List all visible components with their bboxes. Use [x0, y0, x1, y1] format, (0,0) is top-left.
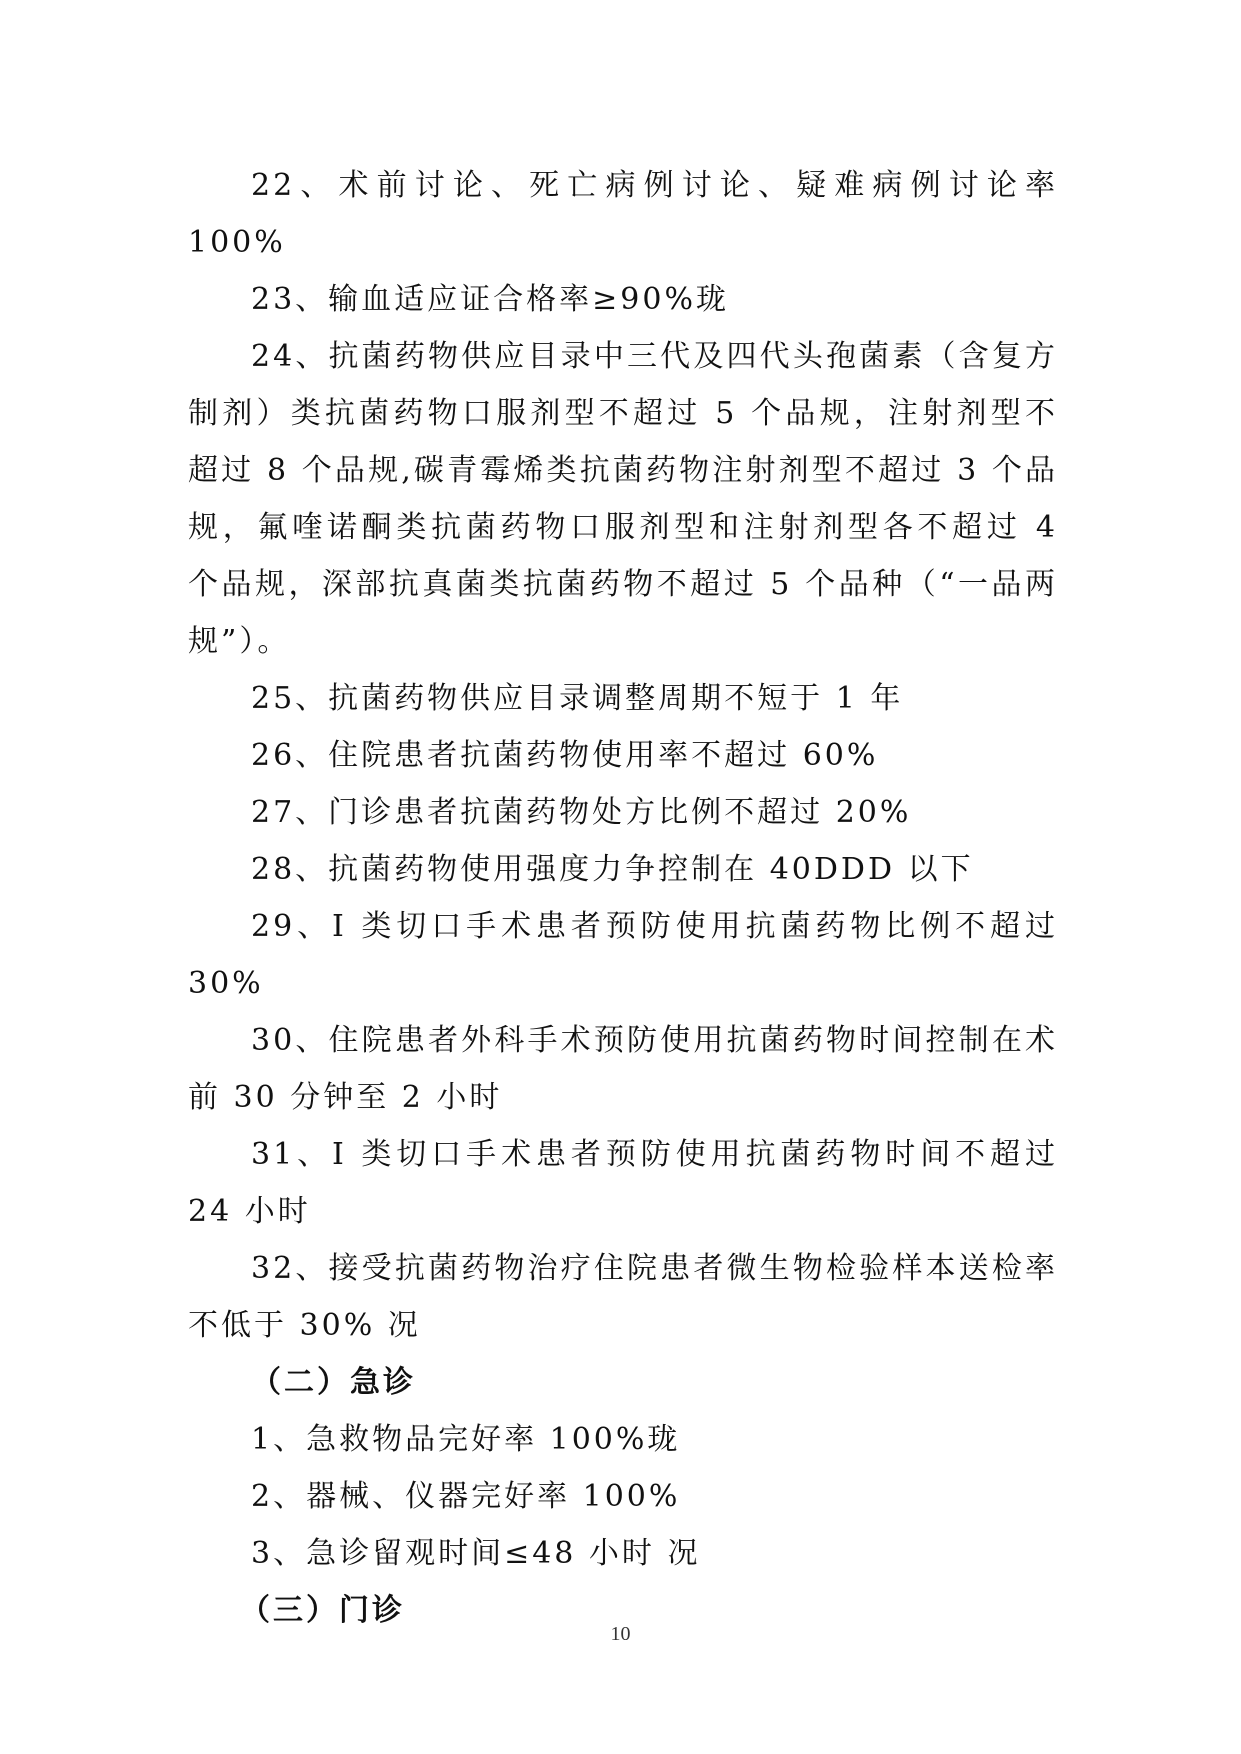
- list-item-22: 22、术前讨论、死亡病例讨论、疑难病例讨论率 100%: [188, 168, 1058, 260]
- list-item-27: 27、门诊患者抗菌药物处方比例不超过 20%: [251, 795, 912, 830]
- list-item-31: 31、I 类切口手术患者预防使用抗菌药物时间不超过 24 小时: [188, 1137, 1058, 1229]
- section-heading-emergency: （二）急诊: [251, 1365, 416, 1400]
- list-item-25: 25、抗菌药物供应目录调整周期不短于 1 年: [251, 681, 904, 716]
- list-item-29: 29、I 类切口手术患者预防使用抗菌药物比例不超过 30%: [188, 909, 1058, 1001]
- emergency-item-1: 1、急救物品完好率 100%珑: [251, 1422, 681, 1457]
- list-item-28: 28、抗菌药物使用强度力争控制在 40DDD 以下: [251, 852, 974, 887]
- document-body: [188, 157, 1058, 1639]
- list-item-24: 24、抗菌药物供应目录中三代及四代头孢菌素（含复方制剂）类抗菌药物口服剂型不超过 5 个品规，注射剂型不超过 8 个品规,碳青霉烯类抗菌药物注射剂型不超过 3 个品规，氟喹诺酮类抗菌药物口服剂型和注射剂型各不超过 4 个品规，深部抗真菌类抗菌药物不超过 5 个品种（“一品两规”）。: [188, 339, 1058, 659]
- list-item-26: 26、住院患者抗菌药物使用率不超过 60%: [251, 738, 879, 773]
- list-item-23: 23、输血适应证合格率≥90%珑: [251, 282, 729, 317]
- emergency-item-2: 2、器械、仪器完好率 100%: [251, 1479, 681, 1514]
- list-item-30: 30、住院患者外科手术预防使用抗菌药物时间控制在术前 30 分钟至 2 小时: [188, 1023, 1058, 1115]
- emergency-item-3: 3、急诊留观时间≤48 小时 况: [251, 1536, 701, 1571]
- page-number: 10: [610, 1623, 631, 1645]
- list-item-32: 32、接受抗菌药物治疗住院患者微生物检验样本送检率不低于 30% 况: [188, 1251, 1058, 1343]
- section-heading-outpatient: （三）门诊: [240, 1593, 405, 1628]
